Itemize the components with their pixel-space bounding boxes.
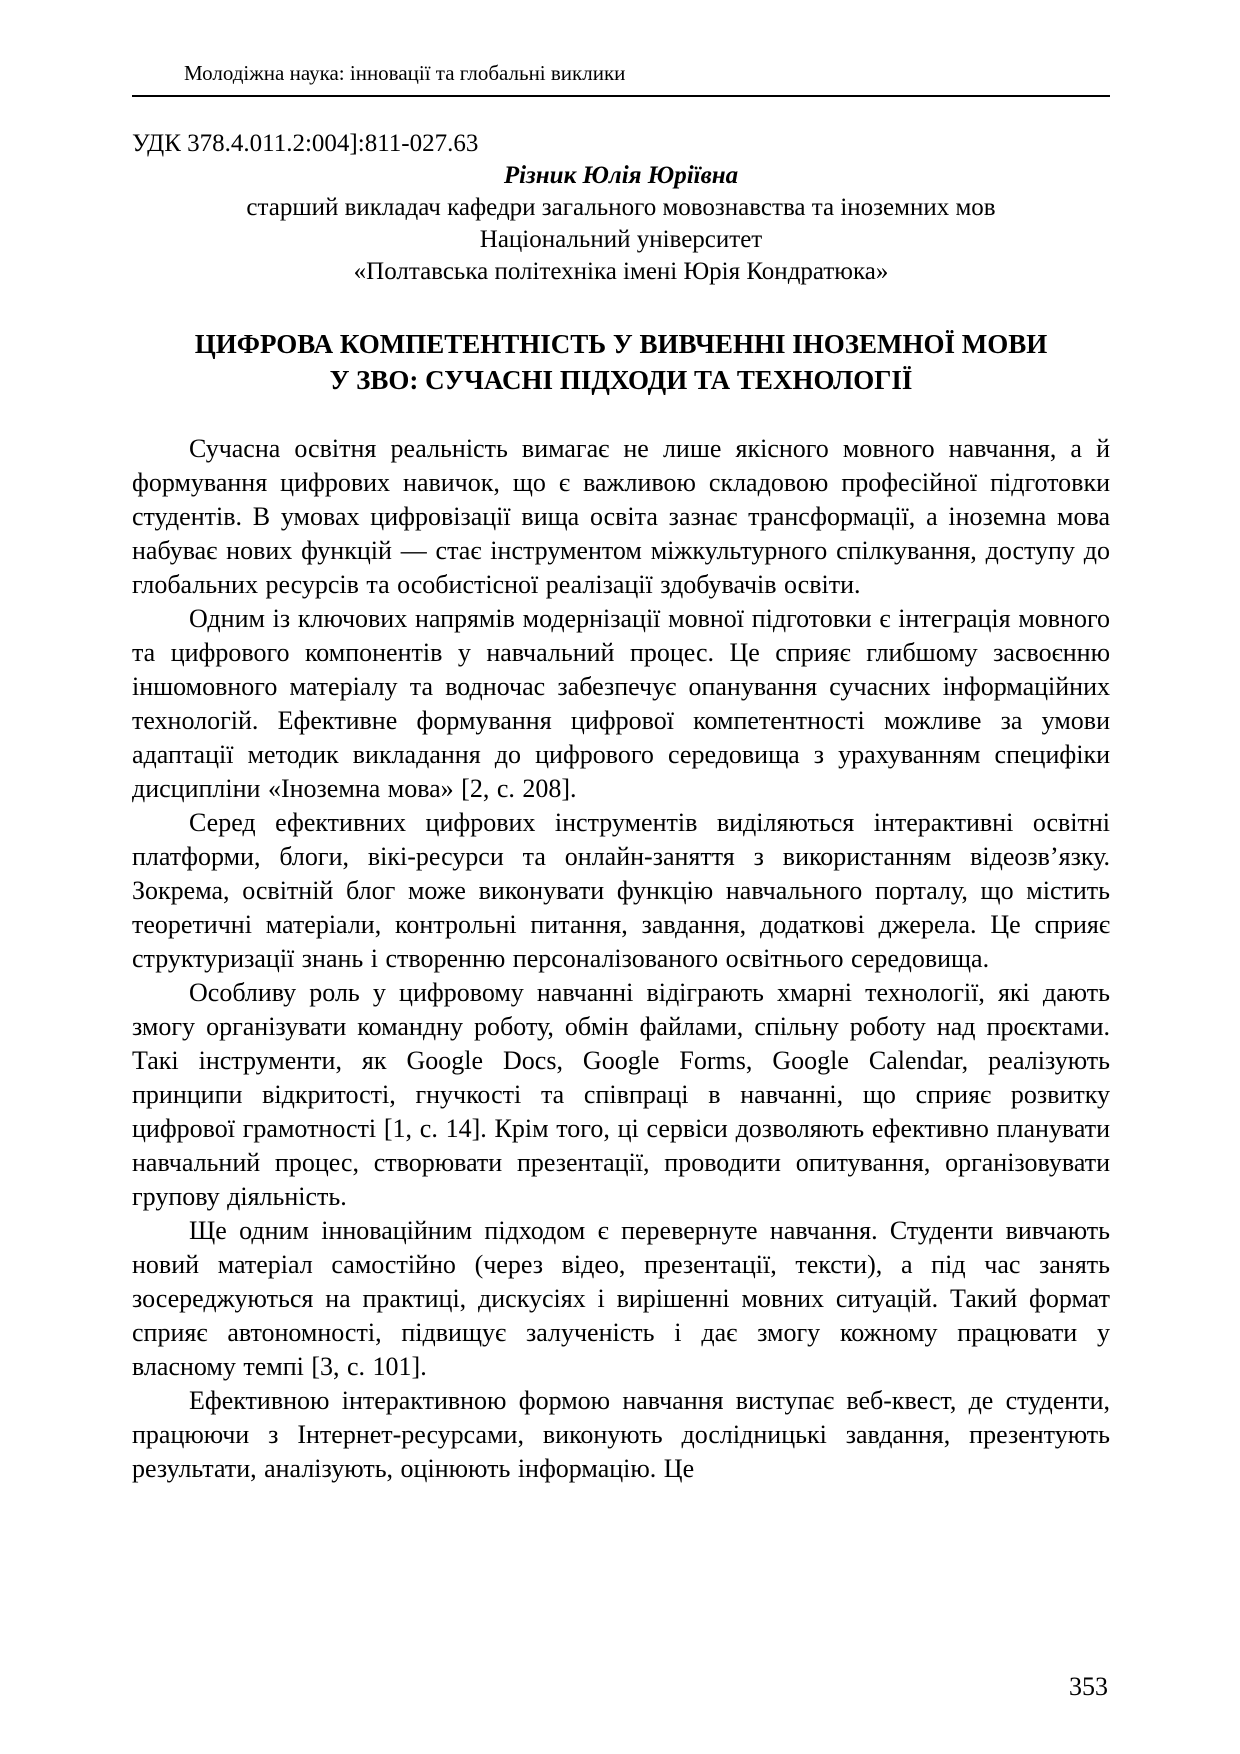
paper-title-line-1: ЦИФРОВА КОМПЕТЕНТНІСТЬ У ВИВЧЕННІ ІНОЗЕМНОЇ МОВИ [194,329,1048,360]
body-paragraph-3: Серед ефективних цифрових інструментів виділяються інтерактивні освітні платформи, блоги, вікі-ресурси та онлайн-заняття з використанням відеозв’язку. Зокрема, освітній блог може виконувати функцію навчального порталу, що містить теоретичні матеріали, контрольні питання, завдання, додаткові джерела. Це сприяє структуризації знань і створенню персоналізованого освітнього середовища. [132,808,1110,974]
page-number: 353 [1069,1672,1108,1701]
paper-title [132,326,1110,398]
paper-title-line-2: У ЗВО: СУЧАСНІ ПІДХОДИ ТА ТЕХНОЛОГІЇ [329,365,913,396]
affiliation-line-institution: «Полтавська політехніка імені Юрія Кондратюка» [353,258,889,286]
affiliation-line-position: старший викладач кафедри загального мовознавства та іноземних мов [246,194,996,222]
body-paragraph-1: Сучасна освітня реальність вимагає не лише якісного мовного навчання, а й формування цифрових навичок, що є важливою складовою професійної підготовки студентів. В умовах цифровізації вища освіта зазнає трансформації, а іноземна мова набуває нових функцій — стає інструментом міжкультурного спілкування, доступу до глобальних ресурсів та особистісної реалізації здобувачів освіти. [132,434,1110,600]
body-paragraph-5: Ще одним інноваційним підходом є перевернуте навчання. Студенти вивчають новий матеріал самостійно (через відео, презентації, тексти), а під час занять зосереджуються на практиці, дискусіях і вирішенні мовних ситуацій. Такий формат сприяє автономності, підвищує залученість і дає змогу кожному працювати у власному темпі [3, с. 101]. [132,1216,1110,1382]
body-paragraph-4: Особливу роль у цифровому навчанні відіграють хмарні технології, які дають змогу організувати командну роботу, обмін файлами, спільну роботу над проєктами. Такі інструменти, як Google Docs, Google Forms, Google Calendar, реалізують принципи відкритості, гнучкості та співпраці в навчанні, що сприяє розвитку цифрової грамотності [1, с. 14]. Крім того, ці сервіси дозволяють ефективно планувати навчальний процес, створювати презентації, проводити опитування, організовувати групову діяльність. [132,978,1110,1212]
body-paragraph-2: Одним із ключових напрямів модернізації мовної підготовки є інтеграція мовного та цифрового компонентів у навчальний процес. Це сприяє глибшому засвоєнню іншомовного матеріалу та водночас забезпечує опанування сучасних інформаційних технологій. Ефективне формування цифрової компетентності можливе за умови адаптації методик викладання до цифрового середовища з урахуванням специфіки дисципліни «Іноземна мова» [2, с. 208]. [132,604,1110,804]
running-header-title: Молодіжна наука: інновації та глобальні виклики [184,61,626,85]
affiliation-block [132,192,1110,288]
body-paragraph-6: Ефективною інтерактивною формою навчання виступає веб-квест, де студенти, працюючи з Інтернет-ресурсами, виконують дослідницькі завдання, презентують результати, аналізують, оцінюють інформацію. Це [132,1386,1110,1484]
author-name: Різник Юлія Юріївна [503,162,739,190]
article-body [132,432,1110,1486]
udc-code: УДК 378.4.011.2:004]:811-027.63 [132,130,479,158]
running-header [132,60,1110,86]
header-rule [132,95,1110,97]
affiliation-line-university: Національний університет [479,226,763,254]
